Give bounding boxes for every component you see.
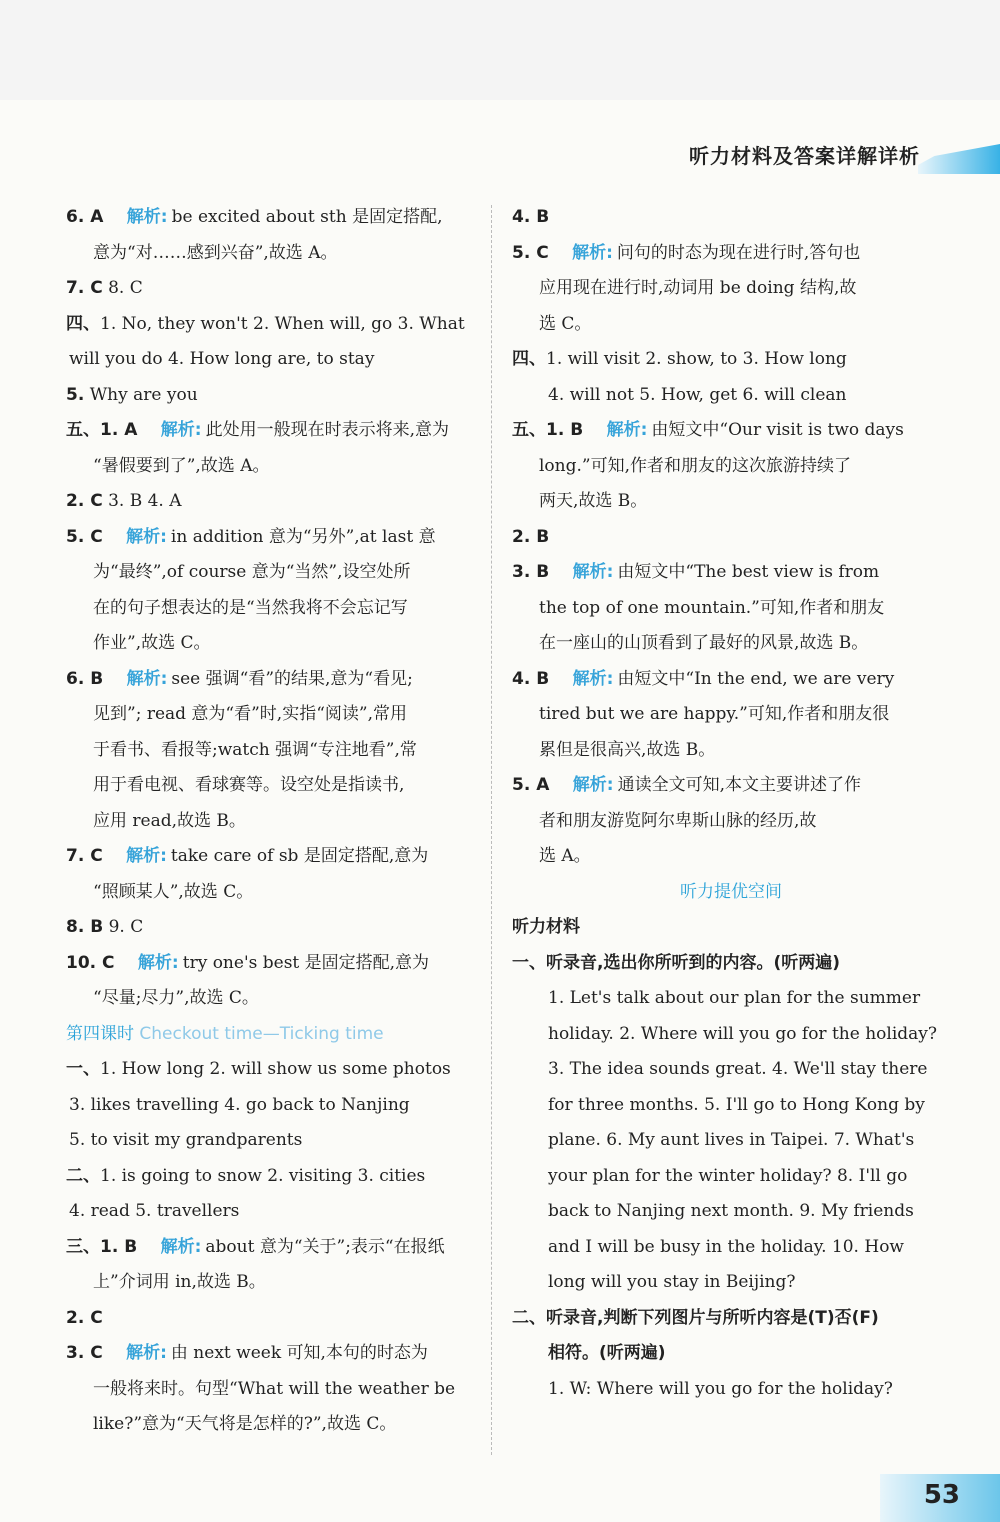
analysis-label: 解析: [572,562,614,582]
top-margin [0,0,1000,100]
section-number: 三、 [66,1236,100,1257]
answer-text: 8. C [108,278,143,298]
answer-text: like?”意为“天气将是怎样的?”,故选 C。 [93,1414,397,1434]
analysis-label: 解析: [126,846,167,866]
text-line [512,946,950,982]
question-number: 4. B [512,668,550,689]
answer-text: and I will be busy in the holiday. 10. How [548,1236,904,1257]
text-line [512,378,950,414]
answer-text: see 强调“看”的结果,意为“看见; [171,668,413,689]
text-line [512,875,950,911]
answer-text: 5. to visit my grandparents [69,1130,303,1150]
analysis-label: 解析: [126,207,168,227]
answer-text: the top of one mountain.”可知,作者和朋友 [539,597,885,618]
text-line [66,1088,474,1124]
answer-text: 累但是很高兴,故选 B。 [539,739,716,760]
question-number: 3. B [512,562,550,582]
text-line [66,1123,474,1159]
text-line [66,1052,474,1088]
text-line [66,378,474,414]
text-line [512,1017,950,1053]
text-line [66,1230,474,1266]
question-number: 7. C [66,278,103,298]
answer-text: 由短文中“Our visit is two days [651,420,904,440]
text-line [66,981,474,1017]
text-line [66,733,474,769]
text-line [512,484,950,520]
answer-text: tired but we are happy.”可知,作者和朋友很 [539,704,890,724]
question-number: 5. A [512,775,550,795]
text-line [66,910,474,946]
text-line [512,1230,950,1266]
text-line [66,1194,474,1230]
section-heading: 听力提优空间 [680,881,782,902]
text-line [512,662,950,698]
text-line [66,697,474,733]
section-number: 二、 [66,1165,100,1186]
text-line [512,591,950,627]
question-number: 10. C [66,952,115,973]
question-number: 1. B [546,420,584,440]
text-line [66,1159,474,1195]
question-number: 6. A [66,207,104,227]
answer-text: 4. will not 5. How, get 6. will clean [548,384,847,405]
question-number: 5. C [66,526,103,547]
answer-text: in addition 意为“另外”,at last 意 [170,526,436,547]
analysis-label: 解析: [160,1236,202,1257]
text-line [512,1123,950,1159]
text-line [512,1088,950,1124]
text-line [512,839,950,875]
section-number: 一、 [66,1059,100,1079]
answer-text: be excited about sth 是固定搭配, [171,207,443,227]
answer-text: 通读全文可知,本文主要讲述了作 [617,775,861,795]
bold-heading: 听力材料 [512,917,580,937]
answer-text: 选 C。 [539,313,592,334]
bold-heading: 一、听录音,选出你所听到的内容。(听两遍) [512,952,840,973]
answer-text: 1. How long 2. will show us some photos [100,1059,451,1079]
answer-text: your plan for the winter holiday? 8. I'll go [548,1165,908,1186]
text-line [512,1159,950,1195]
text-line [512,804,950,840]
text-line [512,1052,950,1088]
answer-text: about 意为“关于”;表示“在报纸 [205,1236,445,1257]
answer-text: 应用现在进行时,动词用 be doing 结构,故 [539,278,857,298]
text-line [512,342,950,378]
question-number: 5. C [512,242,549,263]
answer-text: 在一座山的山顶看到了最好的风景,故选 B。 [539,633,869,653]
text-line [66,768,474,804]
analysis-label: 解析: [606,420,648,440]
answer-text: 1. is going to snow 2. visiting 3. cities [100,1165,426,1186]
text-line [66,1017,474,1053]
answer-text: back to Nanjing next month. 9. My friends [548,1201,914,1221]
answer-text: 作业”,故选 C。 [93,633,211,653]
analysis-label: 解析: [137,952,179,973]
answer-text: long will you stay in Beijing? [548,1272,796,1292]
answer-text: 在的句子想表达的是“当然我将不会忘记写 [93,597,408,618]
answer-text: 于看书、看报等;watch 强调“专注地看”,常 [93,739,417,760]
text-line [66,1407,474,1443]
answer-text: “照顾某人”,故选 C。 [93,881,254,902]
text-line [512,697,950,733]
answer-text: 两天,故选 B。 [539,491,648,511]
text-line [66,1372,474,1408]
text-line [66,1265,474,1301]
answer-text: 3. The idea sounds great. 4. We'll stay there [548,1059,928,1079]
section-number: 四、 [512,349,546,369]
answer-text: 为“最终”,of course 意为“当然”,设空处所 [93,562,411,582]
answer-text: will you do 4. How long are, to stay [69,349,375,369]
analysis-label: 解析: [126,1343,167,1363]
text-line [512,236,950,272]
text-line [66,804,474,840]
question-number: 1. A [100,420,138,440]
question-number: 8. B [66,917,104,937]
analysis-label: 解析: [572,668,614,689]
answer-text: 1. No, they won't 2. When will, go 3. What [100,313,465,334]
text-line [512,200,950,236]
answer-text: 1. will visit 2. show, to 3. How long [546,349,847,369]
bold-heading: 二、听录音,判断下列图片与所听内容是(T)否(F) [512,1307,879,1328]
answer-text: for three months. 5. I'll go to Hong Kong by [548,1094,925,1115]
answer-text: 用于看电视、看球赛等。设空处是指读书, [93,775,405,795]
text-line [66,520,474,556]
answer-text: 选 A。 [539,846,591,866]
answer-text: “暑假要到了”,故选 A。 [93,455,270,476]
text-line [66,1301,474,1337]
section-number: 四、 [66,313,100,334]
text-line [66,626,474,662]
text-line [66,413,474,449]
answer-text: 由 next week 可知,本句的时态为 [170,1343,428,1363]
text-line [512,1372,950,1408]
page-header: 听力材料及答案详解详析 [689,144,920,168]
text-line [512,981,950,1017]
answer-text: try one's best 是固定搭配,意为 [182,952,430,973]
question-number: 4. B [512,207,550,227]
answer-text: 由短文中“The best view is from [617,562,880,582]
text-line [512,626,950,662]
left-column [66,200,474,1443]
answer-text: plane. 6. My aunt lives in Taipei. 7. What's [548,1130,915,1150]
text-line [66,271,474,307]
text-line [512,768,950,804]
text-line [512,1194,950,1230]
section-number: 五、 [66,420,100,440]
question-number: 5. [66,384,85,405]
analysis-label: 解析: [572,775,614,795]
answer-text: holiday. 2. Where will you go for the holiday? [548,1023,937,1044]
analysis-label: 解析: [160,420,202,440]
text-line [66,662,474,698]
question-number: 3. C [66,1343,103,1363]
answer-text: 1. W: Where will you go for the holiday? [548,1378,893,1399]
text-line [512,555,950,591]
text-line [512,520,950,556]
lesson-title: 第四课时 [66,1023,134,1044]
text-line [66,591,474,627]
answer-text: 上”介词用 in,故选 B。 [93,1272,266,1292]
right-column [512,200,950,1407]
text-line [512,1336,950,1372]
text-line [66,342,474,378]
answer-text: 见到”; read 意为“看”时,实指“阅读”,常用 [93,704,408,724]
answer-text: “尽量;尽力”,故选 C。 [93,988,259,1008]
answer-text: 意为“对……感到兴奋”,故选 A。 [93,242,338,263]
answer-text: 3. B 4. A [108,491,182,511]
question-number: 6. B [66,668,104,689]
text-line [66,875,474,911]
section-number: 五、 [512,420,546,440]
text-line [66,484,474,520]
text-line [512,1301,950,1337]
text-line [512,271,950,307]
text-line [66,307,474,343]
answer-text: 由短文中“In the end, we are very [617,668,895,689]
answer-text: 3. likes travelling 4. go back to Nanjing [69,1094,410,1115]
answer-text: 问句的时态为现在进行时,答句也 [616,242,861,263]
answer-text: Why are you [89,384,198,405]
text-line [66,555,474,591]
text-line [512,413,950,449]
column-divider [491,205,492,1455]
text-line [66,946,474,982]
question-number: 2. C [66,1307,103,1328]
answer-text: 者和朋友游览阿尔卑斯山脉的经历,故 [539,810,817,831]
text-line [512,1265,950,1301]
answer-text: 9. C [108,917,144,937]
question-number: 7. C [66,846,103,866]
answer-text: 1. Let's talk about our plan for the summer [548,988,921,1008]
answer-text: long.”可知,作者和朋友的这次旅游持续了 [539,455,852,476]
question-number: 1. B [100,1236,138,1257]
text-line [512,449,950,485]
text-line [66,200,474,236]
text-line [66,839,474,875]
text-line [66,1336,474,1372]
text-line [512,307,950,343]
answer-text: 此处用一般现在时表示将来,意为 [205,420,449,440]
text-line [512,910,950,946]
header-decoration [918,144,1000,174]
page-number: 53 [923,1480,960,1510]
answer-text: 4. read 5. travellers [69,1201,240,1221]
analysis-label: 解析: [126,526,167,547]
text-line [66,449,474,485]
text-line [66,236,474,272]
analysis-label: 解析: [572,242,613,263]
answer-text: 一般将来时。句型“What will the weather be [93,1378,456,1399]
answer-text: take care of sb 是固定搭配,意为 [170,846,429,866]
question-number: 2. C [66,491,103,511]
analysis-label: 解析: [126,668,168,689]
lesson-subtitle: Checkout time—Ticking time [139,1023,384,1044]
question-number: 2. B [512,526,550,547]
bold-heading: 相符。(听两遍) [548,1343,666,1363]
text-line [512,733,950,769]
answer-text: 应用 read,故选 B。 [93,810,246,831]
